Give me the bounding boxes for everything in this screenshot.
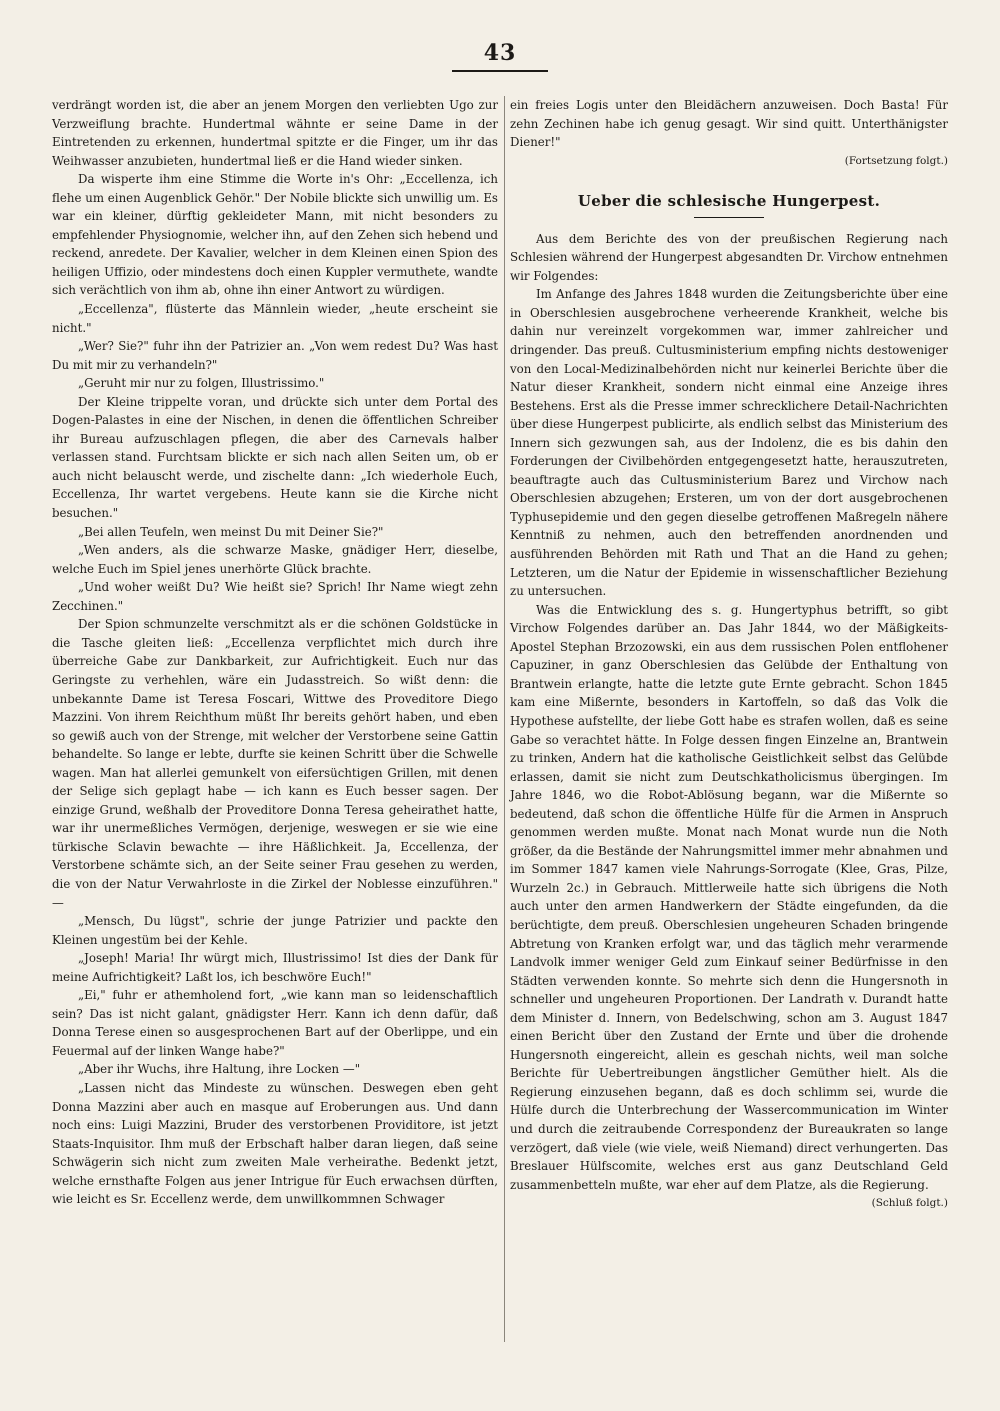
page-number: 43 <box>483 40 517 66</box>
end-note: (Schluß folgt.) <box>871 1197 948 1210</box>
left-paragraph: „Joseph! Maria! Ihr würgt mich, Illustrissimo! Ist dies der Dank für meine Aufrichtigkeit? Laßt los, ich beschwöre Euch!" <box>52 951 498 984</box>
article-title: Ueber die schlesische Hungerpest. <box>577 192 881 211</box>
left-paragraph: „Ei," fuhr er athemholend fort, „wie kann man so leidenschaftlich sein? Das ist nicht galant, gnädigster Herr. Kann ich denn dafür, daß Donna Terese einen so ausgesprochenen Bart auf der Oberlippe, und ein Feuermal auf der linken Wange habe?" <box>52 988 498 1058</box>
left-paragraph: Da wisperte ihm eine Stimme die Worte in's Ohr: „Eccellenza, ich flehe um einen Augenblick Gehör." Der Nobile blickte sich unwillig um. Es war ein kleiner, dürftig gekleideter Mann, mit nicht besonders zu empfehlender Physiognomie, welcher ihn, auf den Zehen sich hebend und reckend, anredete. Der Kavalier, welcher in dem Kleinen einen Spion des heiligen Uffizio, oder mindestens doch einen Kuppler vermuthete, wandte sich verächtlich von ihm ab, ohne ihn einer Antwort zu würdigen. <box>52 172 498 298</box>
left-paragraph: „Eccellenza", flüsterte das Männlein wieder, „heute erscheint sie nicht." <box>52 302 498 335</box>
left-paragraph: „Lassen nicht das Mindeste zu wünschen. Deswegen eben geht Donna Mazzini aber auch en masque auf Eroberungen aus. Und dann noch eins: Luigi Mazzini, Bruder des verstorbenen Providitore, ist jetzt Staats-Inquisitor. Ihm muß der Erbschaft halber daran liegen, daß seine Schwägerin sich nicht zum zweiten Male verheirathe. Bedenkt jetzt, welche ernsthafte Folgen aus jener Intrigue für Euch erwachsen dürften, wie leicht es Sr. Eccellenz werde, dem unwillkommnen Schwager <box>52 1080 498 1207</box>
article-paragraph: Im Anfange des Jahres 1848 wurden die Zeitungsberichte über eine in Oberschlesien ausgebrochene verheerende Krankheit, welche bis dahin nur vereinzelt vorgekommen war, immer zahlreicher und dringender. Das preuß. Cultusministerium empfing nichts destoweniger von den Local-Medizinalbehörden nicht nur keinerlei Berichte über die Natur dieser Krankheit, sondern nicht einmal eine Anzeige ihres Bestehens. Erst als die Presse immer schrecklichere Detail-Nachrichten über diese Hungerpest publicirte, als endlich selbst das Ministerium des Innern sich gezwungen sah, aus der Indolenz, die es bis dahin den Forderungen der Civilbehörden entgegengesetzt hatte, herauszutreten, beauftragte auch das Cultusministerium Barez und Virchow nach Oberschlesien abzugehen; Ersteren, um von der dort ausgebrochenen Typhusepidemie und den gegen dieselbe getroffenen Maßregeln nähere Kenntniß zu nehmen, auch den betreffenden anordnenden und ausführenden Behörden mit Rath und That an die Hand zu gehen; Letzteren, um die Natur der Epidemie in wissenschaftlicher Beziehung zu untersuchen. <box>510 287 948 599</box>
left-paragraph: „Und woher weißt Du? Wie heißt sie? Sprich! Ihr Name wiegt zehn Zecchinen." <box>52 580 498 613</box>
article-paragraph: Was die Entwicklung des s. g. Hungertyphus betrifft, so gibt Virchow Folgendes darüber an. Das Jahr 1844, wo der Mäßigkeits-Apostel Stephan Brzozowski, ein aus dem russischen Polen entflohener Capuziner, in ganz Oberschlesien das Gelübde der Enthaltung von Brantwein erlangte, hatte die letzte gute Ernte gebracht. Schon 1845 kam eine Mißernte, besonders in Kartoffeln, so daß das Volk die Hypothese aufstellte, der liebe Gott habe es strafen wollen, daß es seine Gabe so verachtet hätte. In Folge dessen fingen Einzelne an, Brantwein zu trinken, Andern hat die katholische Geistlichkeit selbst das Gelübde erlassen, damit sie nicht zum Deutschkatholicismus übergingen. Im Jahre 1846, wo die Robot-Ablösung begann, war die Mißernte so bedeutend, daß schon die öffentliche Hülfe für die Armen in Anspruch genommen werden mußte. Monat nach Monat wurde nun die Noth größer, da die Bestände der Nahrungsmittel immer mehr abnahmen und im Sommer 1847 kamen viele Nahrungs-Sorrogate (Klee, Gras, Pilze, Wurzeln 2c.) in Gebrauch. Mittlerweile hatte sich übrigens die Noth auch unter den armen Handwerkern der Städte eingefunden, da die berüchtigte, dem preuß. Oberschlesien ungeheuren Schaden bringende Abtretung von Kranken erfolgt war, und das täglich mehr verarmende Landvolk immer weniger Geld zum Einkauf seiner Bedürfnisse in den Städten verwenden konnte. So mehrte sich denn die Hungersnoth in schneller und ungeheuren Proportionen. Der Landrath v. Durandt hatte dem Minister d. Innern, von Bedelschwing, schon am 3. August 1847 einen Bericht über den Zustand der Ernte und über die drohende Hungersnoth eingereicht, allein es geschah nichts, weil man solche Berichte für Uebertreibungen ängstlicher Gemüther hielt. Als die Regierung einzusehen begann, daß es doch schlimm sei, wurde die Hülfe durch die Unterbrechung der Wassercommunication im Winter und durch die zeitraubende Correspondenz der Bureaukraten so lange verzögert, daß viele (wie viele, weiß Niemand) direct verhungerten. Das Breslauer Hülfscomite, welches erst aus ganz Deutschland Geld zusammenbetteln mußte, war eher auf dem Platze, als die Regierung. <box>510 602 948 1192</box>
right-column <box>510 96 948 1213</box>
left-paragraph: „Mensch, Du lügst", schrie der junge Patrizier und packte den Kleinen ungestüm bei der Kehle. <box>52 914 498 947</box>
left-paragraph: Der Spion schmunzelte verschmitzt als er die schönen Goldstücke in die Tasche gleiten ließ: „Eccellenza verpflichtet mich durch ihre überreiche Gabe zur Dankbarkeit, zur Aufrichtigkeit. Euch nur das Geringste zu verhehlen, wäre ein Judasstreich. So wißt denn: die unbekannte Dame ist Teresa Foscari, Wittwe des Proveditore Diego Mazzini. Von ihrem Reichthum müßt Ihr bereits gehört haben, und eben so gewiß auch von der Strenge, mit welcher der Verstorbene seine Gattin behandelte. So lange er lebte, durfte sie keinen Schritt über die Schwelle wagen. Man hat allerlei gemunkelt von eifersüchtigen Grillen, mit denen der Selige sich geplagt habe — ich kann es Euch besser sagen. Der einzige Grund, weßhalb der Proveditore Donna Teresa geheirathet hatte, war ihr unermeßliches Vermögen, derjenige, weswegen er sie wie eine türkische Sclavin bewachte — ihre Häßlichkeit. Ja, Eccellenza, der Verstorbene schämte sich, an der Seite seiner Frau gesehen zu werden, die von der Natur Verwahrloste in die Zirkel der Noblesse einzuführen." — <box>52 617 498 910</box>
left-column <box>52 96 498 1209</box>
left-paragraph: „Wen anders, als die schwarze Maske, gnädiger Herr, dieselbe, welche Euch im Spiel jenes unerhörte Glück brachte. <box>52 543 498 576</box>
left-paragraph: „Bei allen Teufeln, wen meinst Du mit Deiner Sie?" <box>78 524 384 539</box>
article-paragraph: Aus dem Berichte des von der preußischen Regierung nach Schlesien während der Hungerpest abgesandten Dr. Virchow entnehmen wir Folgendes: <box>510 231 948 283</box>
left-paragraph: „Wer? Sie?" fuhr ihn der Patrizier an. „Von wem redest Du? Was hast Du mit mir zu verhandeln?" <box>52 339 498 372</box>
continuation-note: (Fortsetzung folgt.) <box>844 154 948 167</box>
left-paragraph: verdrängt worden ist, die aber an jenem Morgen den verliebten Ugo zur Verzweiflung brachte. Hundertmal wähnte er seine Dame in der Eintretenden zu erkennen, hundertmal spitzte er die Finger, um ihr das Weihwasser anzubieten, hundertmal ließ er die Hand wieder sinken. <box>52 98 498 168</box>
left-paragraph: „Aber ihr Wuchs, ihre Haltung, ihre Locken —" <box>78 1062 361 1077</box>
left-paragraph: „Geruht mir nur zu folgen, Illustrissimo." <box>78 376 325 391</box>
left-paragraph: Der Kleine trippelte voran, und drückte sich unter dem Portal des Dogen-Palastes in eine der Nischen, in denen die öffentlichen Schreiber ihr Bureau aufzuschlagen pflegen, die aber des Carnevals halber verlassen stand. Furchtsam blickte er sich nach allen Seiten um, ob er auch nicht belauscht werde, und zischelte dann: „Ich wiederhole Euch, Eccellenza, Ihr wartet vergebens. Heute kann sie die Kirche nicht besuchen." <box>52 394 498 521</box>
story-continuation: ein freies Logis unter den Bleidächern anzuweisen. Doch Basta! Für zehn Zechinen habe ich genug gesagt. Wir sind quitt. Unterthänigster Diener!" <box>510 98 948 150</box>
column-divider <box>504 96 505 1342</box>
title-rule <box>694 217 764 218</box>
header-rule <box>452 70 548 72</box>
